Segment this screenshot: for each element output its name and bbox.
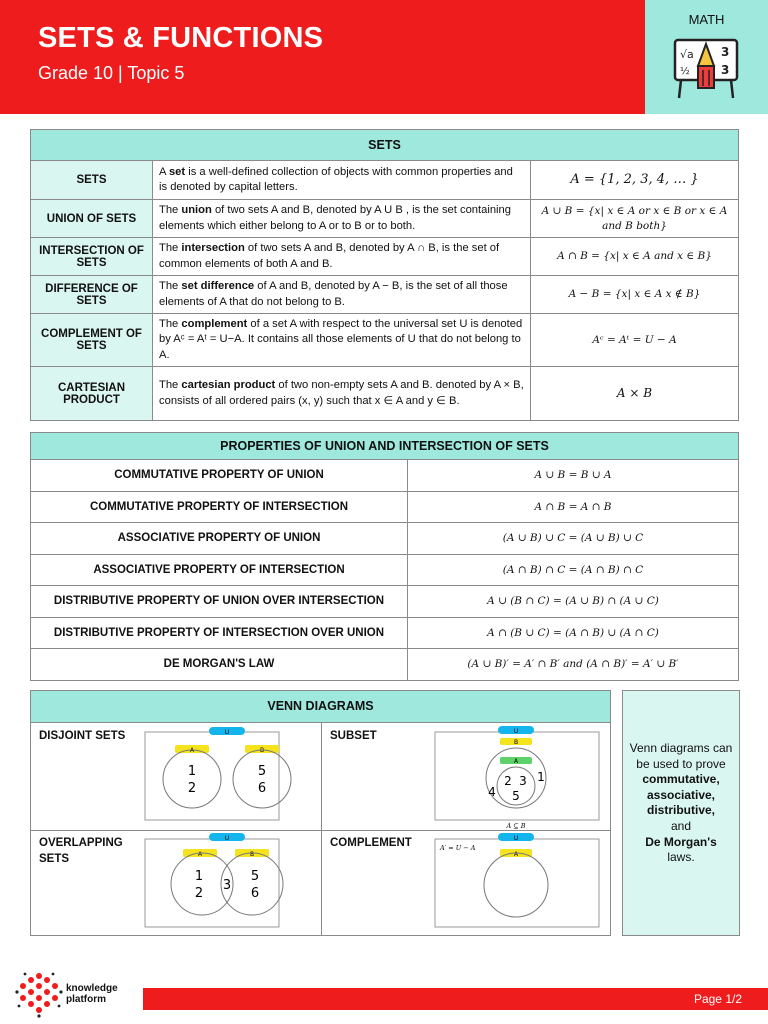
property-formula: A ∪ (B ∩ C) = (A ∪ B) ∩ (A ∪ C) — [408, 586, 739, 618]
math-board-icon — [671, 36, 741, 102]
set-element: 1 — [537, 770, 545, 784]
overlapping-diagram — [31, 831, 321, 937]
sets-heading: SETS — [31, 130, 739, 161]
set-element: 5 — [512, 789, 520, 803]
property-label: DISTRIBUTIVE PROPERTY OF UNION OVER INTERSECTION — [31, 586, 408, 618]
venn-complement-label: COMPLEMENT — [330, 837, 412, 849]
row-description: The intersection of two sets A and B, denoted by A ∩ B, is the set of common elements of both A and B. — [153, 238, 531, 276]
b-tag-label: B — [513, 739, 519, 746]
b-tag-label: B — [249, 851, 255, 858]
svg-text:½: ½ — [680, 66, 690, 77]
note-bold: commutative, — [642, 772, 720, 787]
subject-label: MATH — [688, 12, 725, 27]
property-formula: A ∩ B = A ∩ B — [408, 491, 739, 523]
venn-diagrams-panel — [30, 690, 611, 936]
venn-subset-label: SUBSET — [330, 730, 377, 742]
header-banner — [0, 0, 645, 114]
row-label: DIFFERENCE OF SETS — [31, 276, 153, 314]
property-formula: A ∩ (B ∪ C) = (A ∩ B) ∪ (A ∩ C) — [408, 617, 739, 649]
property-formula: (A ∩ B) ∩ C = (A ∩ B) ∩ C — [408, 554, 739, 586]
set-element: 3 — [222, 878, 232, 893]
disjoint-diagram — [31, 724, 321, 830]
u-tag-label: U — [513, 728, 519, 735]
b-tag-label: B — [259, 747, 265, 754]
svg-text:3: 3 — [721, 45, 730, 59]
set-element: 6 — [250, 886, 260, 901]
subject-badge — [645, 0, 768, 114]
set-element: 4 — [488, 785, 496, 799]
set-element: 3 — [519, 774, 527, 788]
row-description: The union of two sets A and B, denoted by A U B , is the set containing elements which either belong to A or to B or to both. — [153, 200, 531, 238]
note-text: Venn diagrams can be used to prove — [629, 741, 733, 771]
complement-diagram — [322, 831, 612, 937]
property-label: ASSOCIATIVE PROPERTY OF INTERSECTION — [31, 554, 408, 586]
venn-subset — [322, 724, 612, 830]
svg-text:√a: √a — [680, 48, 694, 61]
property-label: ASSOCIATIVE PROPERTY OF UNION — [31, 523, 408, 555]
subset-caption: A ⊆ B — [506, 822, 526, 830]
row-description: The cartesian product of two non-empty sets A and B. denoted by A × B, consists of all ordered pairs (x, y) such that x ∈ A and y ∈ B. — [153, 367, 531, 421]
set-element: 6 — [257, 781, 267, 796]
properties-heading: PROPERTIES OF UNION AND INTERSECTION OF SETS — [31, 433, 739, 460]
u-tag-label: U — [513, 835, 519, 842]
complement-formula: A′ = U − A — [440, 844, 476, 852]
svg-text:3: 3 — [721, 63, 730, 77]
set-element: 2 — [194, 886, 204, 901]
set-element: 1 — [194, 869, 204, 884]
row-label: UNION OF SETS — [31, 200, 153, 238]
note-text: and — [670, 818, 692, 833]
venn-complement — [322, 831, 612, 937]
row-formula: Aᶜ = Aᵗ = U − A — [531, 314, 739, 367]
venn-disjoint-label: DISJOINT SETS — [39, 730, 126, 742]
page-subtitle: Grade 10 | Topic 5 — [38, 63, 185, 83]
note-bold: distributive, — [646, 803, 715, 818]
u-tag-label: U — [224, 835, 230, 842]
a-tag-label: A — [189, 747, 195, 754]
page-number: Page 1/2 — [693, 992, 742, 1006]
row-label: COMPLEMENT OF SETS — [31, 314, 153, 367]
row-label: SETS — [31, 161, 153, 200]
sets-table — [30, 129, 739, 421]
row-label: INTERSECTION OF SETS — [31, 238, 153, 276]
property-label: COMMUTATIVE PROPERTY OF UNION — [31, 460, 408, 492]
footer-bar — [143, 988, 768, 1010]
page-title: SETS & FUNCTIONS — [38, 22, 324, 54]
row-description: A set is a well-defined collection of objects with common properties and is denoted by capital letters. — [153, 161, 531, 200]
u-tag-label: U — [224, 729, 230, 736]
venn-disjoint — [31, 724, 321, 830]
note-bold: De Morgan's — [645, 834, 717, 849]
property-label: DE MORGAN'S LAW — [31, 649, 408, 681]
knowledge-platform-logo — [14, 970, 64, 1018]
row-formula: A ∪ B = {x| x ∈ A or x ∈ B or x ∈ A and B both} — [531, 200, 739, 238]
venn-overlapping-label: OVERLAPPING SETS — [39, 837, 123, 865]
venn-heading: VENN DIAGRAMS — [31, 691, 610, 723]
venn-note — [622, 690, 740, 936]
property-formula: (A ∪ B) ∪ C = (A ∪ B) ∪ C — [408, 523, 739, 555]
note-text: laws. — [667, 850, 695, 865]
a-tag-label: A — [513, 758, 519, 765]
set-element: 5 — [250, 869, 260, 884]
row-formula: A × B — [531, 367, 739, 421]
subset-diagram — [322, 724, 612, 830]
set-element: 2 — [187, 781, 197, 796]
row-formula: A − B = {x| x ∈ A x ∉ B} — [531, 276, 739, 314]
properties-table — [30, 432, 739, 681]
row-description: The complement of a set A with respect to the universal set U is denoted by Aᶜ = Aᵗ = U−A. It contains all those elements of U that do not belong to A. — [153, 314, 531, 367]
row-description: The set difference of A and B, denoted by A − B, is the set of all those elements of A that do not belong to B. — [153, 276, 531, 314]
venn-overlapping — [31, 831, 321, 937]
property-formula: A ∪ B = B ∪ A — [408, 460, 739, 492]
property-label: DISTRIBUTIVE PROPERTY OF INTERSECTION OVER UNION — [31, 617, 408, 649]
a-tag-label: A — [513, 851, 519, 858]
row-formula: A ∩ B = {x| x ∈ A and x ∈ B} — [531, 238, 739, 276]
property-formula: (A ∪ B)′ = A′ ∩ B′ and (A ∩ B)′ = A′ ∪ B′ — [408, 649, 739, 681]
row-label: CARTESIAN PRODUCT — [31, 367, 153, 421]
set-element: 5 — [257, 764, 267, 779]
a-tag-label: A — [197, 851, 203, 858]
set-element: 1 — [187, 764, 197, 779]
note-bold: associative, — [646, 787, 716, 802]
property-label: COMMUTATIVE PROPERTY OF INTERSECTION — [31, 491, 408, 523]
set-element: 2 — [504, 774, 512, 788]
brand-name: knowledge platform — [66, 983, 118, 1005]
row-formula: A = {1, 2, 3, 4, … } — [531, 161, 739, 200]
